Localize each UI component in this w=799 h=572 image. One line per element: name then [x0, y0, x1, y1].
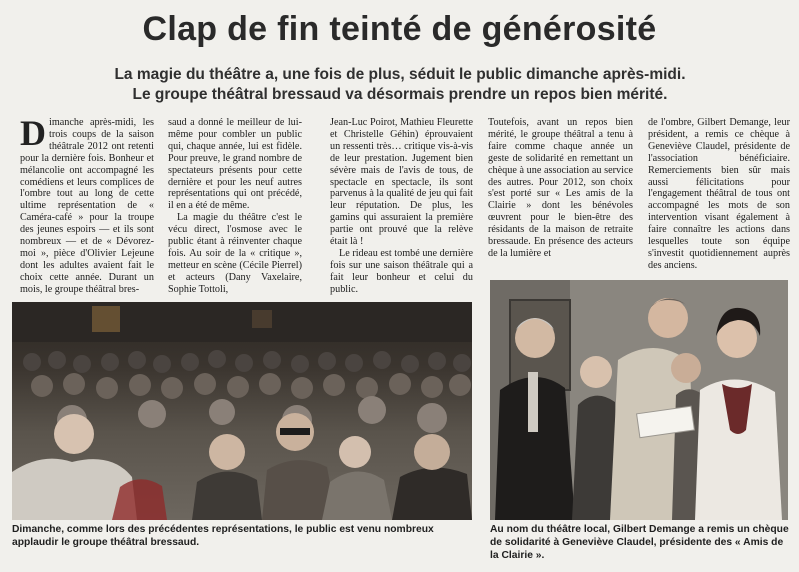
- audience-photo-caption: Dimanche, comme lors des précédentes représentations, le public est venu nombreux applaudir le groupe théâtral bressaud.: [12, 524, 434, 548]
- cheque-handover-photo: [490, 280, 788, 520]
- column-3-paragraph-1: Jean-Luc Poirot, Mathieu Fleurette et Christelle Géhin) éprouvaient un ressenti très… critique vis-à-vis de leur prestation. Jugement bien sévère mais de l'avis de tous, de spectacle en spectacle, ils sont parvenus à la qualité de jeu qui fait leur réputation. De plus, les gamins qui assuraient la première partie ont prouvé que la relève était là !: [330, 117, 473, 248]
- column-3-paragraph-2: Le rideau est tombé une dernière fois sur une saison théâtrale qui a fait leur bonheur et celui du public.: [330, 247, 473, 295]
- article-column-1: [20, 117, 154, 297]
- column-4-paragraph-1: Toutefois, avant un repos bien mérité, le groupe théâtral a tenu à faire comme chaque année un geste de solidarité en remettant un chèque à une association au service des autres. Pour 2012, son choix s'est porté sur « Les amis de la Clairie » dont les bénévoles œuvrent pour le bien-être des résidants de la maison de retraite bressaude. En présence des acteurs de la lumière et: [488, 117, 633, 259]
- article-column-4: [488, 117, 633, 273]
- column-2-paragraph-2: La magie du théâtre c'est le vécu direct, l'osmose avec le public étant à réinventer chaque fois. Au soir de la « critique », metteur en scène (Cécile Pierrel) et acteurs (Dany Vaxelaire, Sophie Tottoli,: [168, 212, 302, 295]
- article-column-2: [168, 117, 302, 297]
- cheque-handover-photo-image: [490, 280, 788, 520]
- column-1-paragraph-1: [20, 117, 154, 296]
- column-2-paragraph-1: saud a donné le meilleur de lui-même pour combler un public qui, chaque année, lui est fidèle. Pour preuve, le grand nombre de spectateurs présents pour cette dernière et pour les neuf autres représentations qui ont précédé, il en a été de même.: [168, 117, 302, 212]
- headline: Clap de fin teinté de générosité: [142, 10, 657, 48]
- column-5-paragraph-1: de l'ombre, Gilbert Demange, leur président, a remis ce chèque à Geneviève Claudel, présidente de l'association bénéficiaire. Remerciements bien sûr mais aussi félicitations pour l'engagement théâtral de tous ont accompagné les mots de son intervention visant également à faire connaître les actions dans lesquelles toute son équipe s'investit quotidiennement auprès des anciens.: [648, 117, 790, 271]
- article-column-5: [648, 117, 790, 273]
- column-1-paragraph-1-text: imanche après-midi, les trois coups de la saison théâtrale 2012 ont retenti pour la dernière fois. Bonheur et mélancolie ont accompagné les comédiens et leurs complices de l'ombre tout au long de cette ultime représentation de « Caméra-café » pour la troupe des jeunes espoirs — et ils sont nombreux — et de « Dévorez-moi », pièce d'Olivier Lejeune dont les adultes avaient fait le choix cette année. Durant un mois, le groupe théâtral bres-: [20, 117, 154, 295]
- audience-photo-image: [12, 302, 472, 520]
- article-column-3: [330, 117, 473, 297]
- audience-photo: [12, 302, 472, 520]
- cheque-photo-caption: Au nom du théâtre local, Gilbert Demange a remis un chèque de solidarité à Geneviève Claudel, présidente des « Amis de la Clairie ».: [490, 524, 789, 561]
- subheadline-line-2: Le groupe théâtral bressaud va désormais prendre un repos bien mérité.: [132, 86, 668, 103]
- subheadline-line-1: La magie du théâtre a, une fois de plus, séduit le public dimanche après-midi.: [114, 66, 686, 83]
- drop-cap: D: [20, 117, 46, 153]
